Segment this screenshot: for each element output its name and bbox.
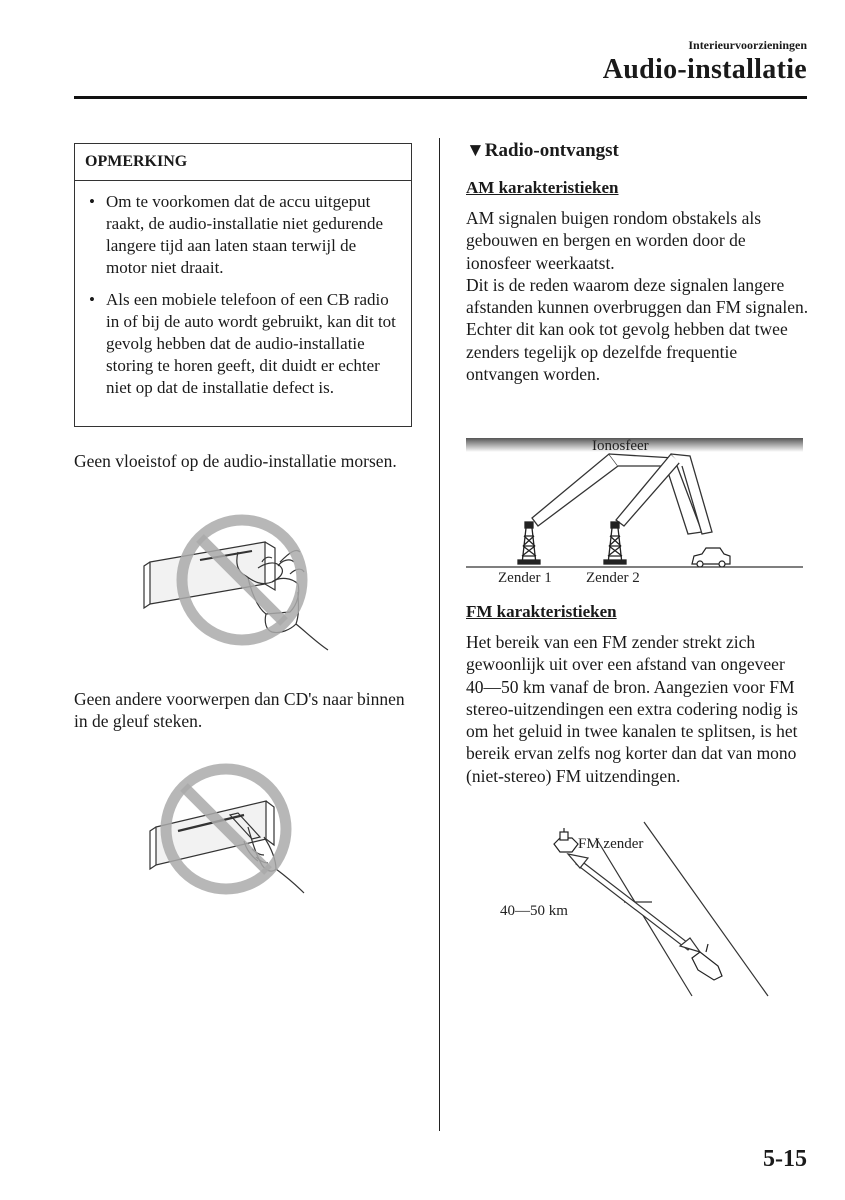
no-objects-illustration [148, 757, 348, 907]
fm-diagram [496, 818, 776, 1000]
station1-label: Zender 1 [498, 570, 552, 586]
list-item [89, 191, 401, 279]
bullet-icon: • [89, 290, 95, 309]
fm-tower-icon [554, 828, 578, 852]
tower-icon [604, 522, 626, 564]
note-item-text: Om te voorkomen dat de accu uitgeput raakt, de audio-installatie niet gedurende langere tijd aan laten staan terwijl de motor niet draait. [106, 192, 384, 277]
no-liquid-text: Geen vloeistof op de audio-installatie morsen. [74, 451, 397, 471]
ionosphere-label: Ionosfeer [592, 438, 649, 454]
section-label: Interieurvoorzieningen [688, 38, 807, 52]
page-title: Audio-installatie [602, 54, 807, 85]
station2-label: Zender 2 [586, 570, 640, 586]
note-box [74, 143, 412, 427]
radio-reception-heading: ▼Radio-ontvangst [466, 140, 619, 161]
fm-station-label: FM zender [578, 836, 644, 852]
bullet-icon: • [89, 192, 95, 211]
no-liquid-illustration [140, 512, 350, 672]
road-edge [596, 838, 692, 996]
note-list [75, 181, 411, 399]
page-number: 5-15 [763, 1146, 807, 1172]
header-rule [74, 96, 807, 99]
am-text: AM signalen buigen rondom obstakels als gebouwen en bergen en worden door de ionosfeer weerkaatst. Dit is de reden waarom deze signalen langere afstanden kunnen overbruggen dan FM signalen. Echter dit kan ook tot gevolg hebben dat twee zenders tegelijk op dezelfde frequentie ontvangen worden. [466, 208, 809, 385]
no-objects-text: Geen andere voorwerpen dan CD's naar binnen in de gleuf steken. [74, 689, 405, 732]
am-heading: AM karakteristieken [466, 178, 619, 197]
am-diagram [466, 436, 803, 588]
fm-heading: FM karakteristieken [466, 602, 617, 621]
car-icon [692, 548, 730, 567]
distance-label: 40—50 km [500, 903, 568, 919]
range-arrow [568, 854, 700, 952]
fm-text: Het bereik van een FM zender strekt zich gewoonlijk uit over een afstand van ongeveer 40―50 km vanaf de bron. Aangezien voor FM stereo-uitzendingen een extra codering nodig is om het geluid in twee kanalen te splitsen, is het bereik ervan zelfs nog korter dan dat van mono (niet-stereo) FM uitzendingen. [466, 632, 798, 786]
tower-icon [518, 522, 540, 564]
column-divider [439, 138, 440, 1131]
note-heading: OPMERKING [75, 144, 411, 181]
list-item [89, 289, 401, 399]
note-item-text: Als een mobiele telefoon of een CB radio in of bij de auto wordt gebruikt, kan dit tot gevolg hebben dat de audio-installatie storing te horen geeft, dit duidt er echter niet op dat de installatie defect is. [106, 290, 396, 397]
